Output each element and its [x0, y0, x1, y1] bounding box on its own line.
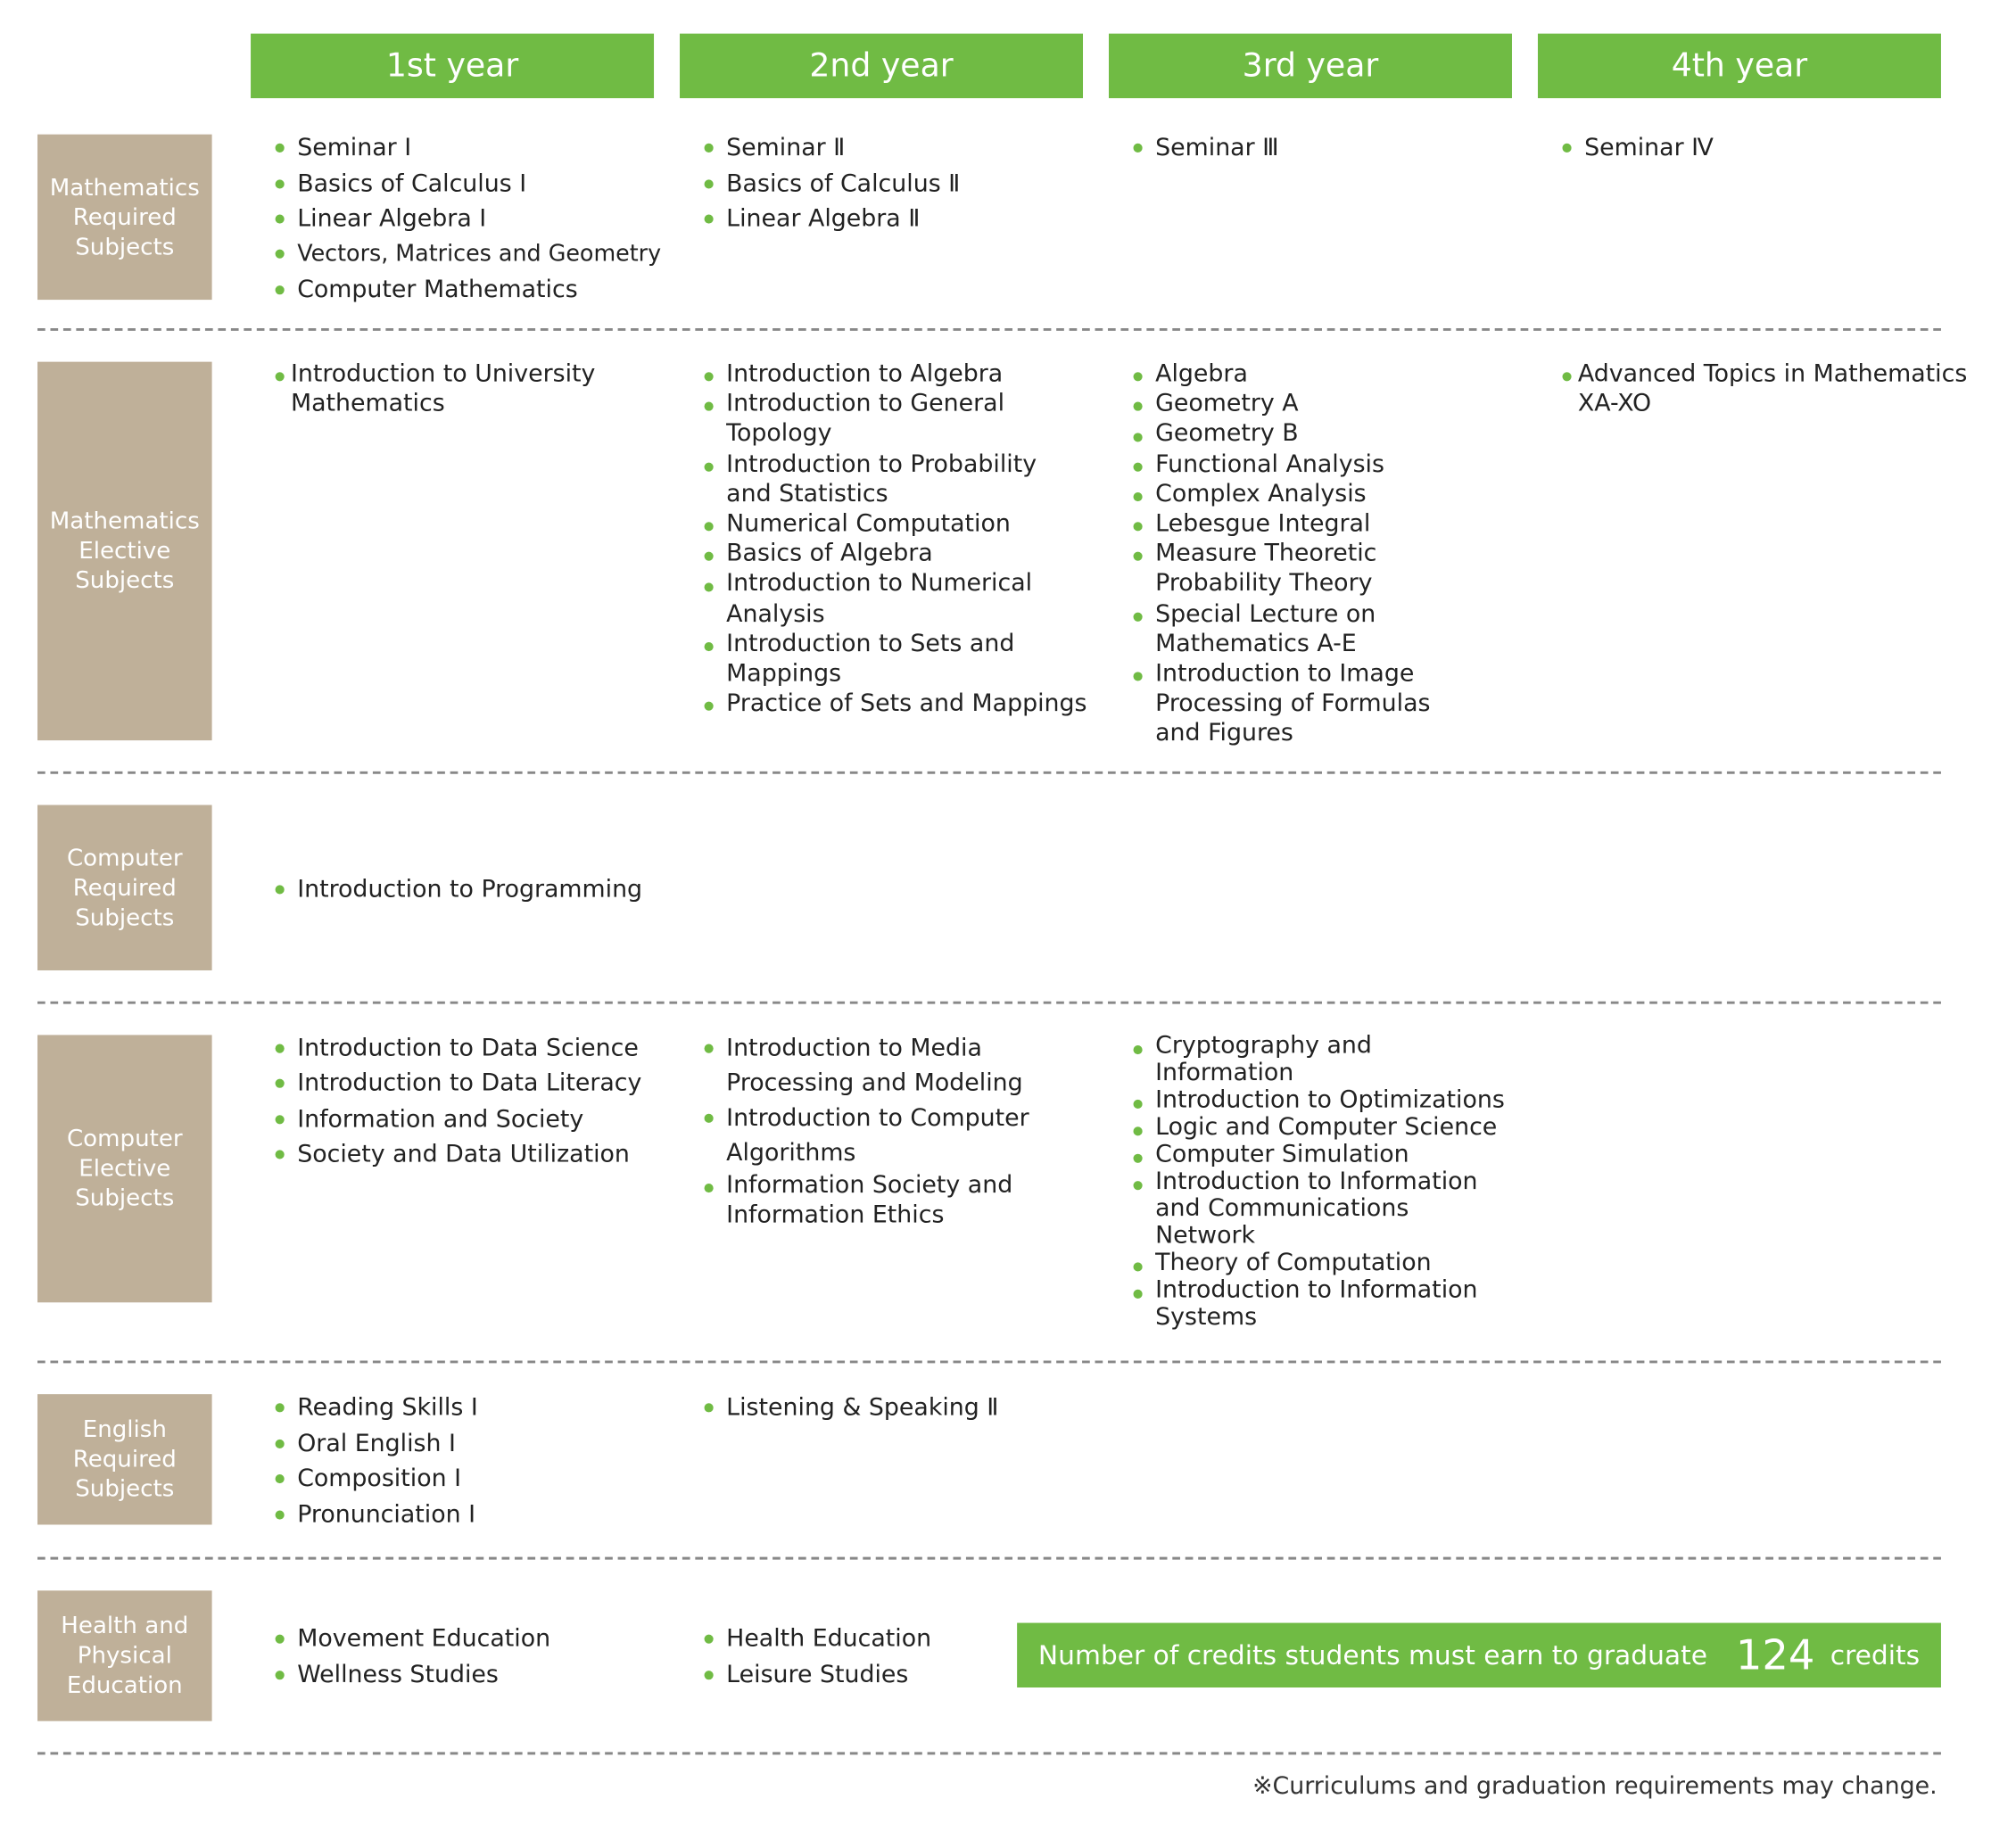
- course-item: Information Society and Information Ethics: [705, 1171, 1037, 1231]
- course-item: Basics of Calculus Ⅰ: [276, 166, 670, 202]
- course-item: Introduction to General Topology: [705, 389, 1018, 449]
- year-header-3: 3rd year: [1109, 34, 1512, 98]
- course-item: Seminar Ⅲ: [1134, 130, 1522, 166]
- course-item: Listening & Speaking Ⅱ: [705, 1390, 1093, 1426]
- credits-number: 124: [1735, 1630, 1815, 1680]
- course-item: Introduction to Data Literacy: [276, 1067, 670, 1102]
- cell-health-year1: [276, 1621, 670, 1693]
- course-item: Practice of Sets and Mappings: [705, 689, 1093, 719]
- course-item: Seminar Ⅱ: [705, 130, 1093, 166]
- course-item: Vectors, Matrices and Geometry: [276, 237, 670, 273]
- course-item: Seminar Ⅰ: [276, 130, 670, 166]
- course-item: Oral English Ⅰ: [276, 1426, 670, 1462]
- category-mathematics-elective: Mathematics Elective Subjects: [37, 362, 212, 740]
- course-item: Cryptography and Information: [1134, 1033, 1388, 1087]
- course-item: Functional Analysis: [1134, 450, 1522, 480]
- graduation-credits-banner: [1017, 1623, 1941, 1687]
- credits-unit: credits: [1830, 1639, 1921, 1671]
- category-mathematics-required: Mathematics Required Subjects: [37, 135, 212, 300]
- row-separator: [37, 1002, 1941, 1004]
- course-item: Information and Society: [276, 1102, 670, 1137]
- cell-math-required-year1: [276, 130, 670, 308]
- course-item: Society and Data Utilization: [276, 1137, 670, 1173]
- category-health-physical-education: Health and Physical Education: [37, 1590, 212, 1720]
- category-computer-elective: Computer Elective Subjects: [37, 1035, 212, 1302]
- course-item: Introduction to Computer Algorithms: [705, 1101, 1062, 1170]
- course-item: Introduction to Data Science: [276, 1031, 670, 1067]
- cell-english-required-year1: [276, 1390, 670, 1532]
- cell-math-required-year4: [1562, 130, 1950, 166]
- course-item: Introduction to Sets and Mappings: [705, 629, 1037, 689]
- credits-label: Number of credits students must earn to graduate: [1037, 1639, 1708, 1671]
- course-item: Lebesgue Integral: [1134, 509, 1522, 540]
- course-item: Geometry B: [1134, 419, 1522, 450]
- course-item: Computer Simulation: [1134, 1141, 1522, 1168]
- year-header-4: 4th year: [1538, 34, 1941, 98]
- course-item: Reading Skills Ⅰ: [276, 1390, 670, 1426]
- row-separator: [37, 1752, 1941, 1754]
- course-item: Health Education: [705, 1621, 1002, 1657]
- course-item: Computer Mathematics: [276, 273, 670, 309]
- course-item: Introduction to Information and Communications Network: [1134, 1168, 1505, 1250]
- course-item: Introduction to Algebra: [705, 359, 1093, 390]
- row-separator: [37, 1360, 1941, 1363]
- course-item: Advanced Topics in Mathematics XA-XO: [1562, 359, 2008, 419]
- cell-computer-elective-year2: [705, 1031, 1093, 1230]
- course-item: Introduction to University Mathematics: [276, 359, 664, 419]
- cell-math-required-year2: [705, 130, 1093, 237]
- course-item: Linear Algebra Ⅱ: [705, 202, 1093, 237]
- cell-english-required-year2: [705, 1390, 1093, 1426]
- cell-computer-elective-year1: [276, 1031, 670, 1172]
- course-item: Geometry A: [1134, 389, 1522, 419]
- course-item: Leisure Studies: [705, 1657, 1002, 1693]
- course-item: Logic and Computer Science: [1134, 1114, 1522, 1141]
- course-item: Measure Theoretic Probability Theory: [1134, 539, 1427, 598]
- cell-math-elective-year2: [705, 359, 1093, 719]
- course-item: Complex Analysis: [1134, 479, 1522, 509]
- course-item: Movement Education: [276, 1621, 670, 1657]
- cell-math-elective-year4: [1562, 359, 2008, 419]
- course-item: Numerical Computation: [705, 509, 1093, 540]
- category-computer-required: Computer Required Subjects: [37, 805, 212, 970]
- course-item: Special Lecture on Mathematics A-E: [1134, 599, 1401, 659]
- course-item: Composition Ⅰ: [276, 1461, 670, 1497]
- course-item: Basics of Algebra: [705, 539, 1093, 569]
- category-english-required: English Required Subjects: [37, 1394, 212, 1524]
- year-header-2: 2nd year: [680, 34, 1083, 98]
- course-item: Seminar Ⅳ: [1562, 130, 1950, 166]
- course-item: Theory of Computation: [1134, 1250, 1522, 1276]
- course-item: Pronunciation Ⅰ: [276, 1497, 670, 1532]
- cell-computer-required-year1: [276, 872, 670, 907]
- cell-math-elective-year1: [276, 359, 664, 419]
- year-header-1: 1st year: [251, 34, 654, 98]
- row-separator: [37, 328, 1941, 331]
- course-item: Introduction to Numerical Analysis: [705, 569, 1062, 629]
- course-item: Linear Algebra Ⅰ: [276, 202, 670, 237]
- course-item: Introduction to Programming: [276, 872, 670, 907]
- footnote: ※Curriculums and graduation requirements may change.: [1252, 1772, 1938, 1801]
- cell-math-elective-year3: [1134, 359, 1522, 749]
- row-separator: [37, 1557, 1941, 1560]
- course-item: Basics of Calculus Ⅱ: [705, 166, 1093, 202]
- cell-health-year2: [705, 1621, 1002, 1693]
- cell-computer-elective-year3: [1134, 1033, 1522, 1332]
- course-item: Introduction to Optimizations: [1134, 1086, 1522, 1113]
- course-item: Algebra: [1134, 359, 1522, 390]
- course-item: Wellness Studies: [276, 1657, 670, 1693]
- course-item: Introduction to Information Systems: [1134, 1276, 1505, 1331]
- row-separator: [37, 771, 1941, 774]
- course-item: Introduction to Media Processing and Modeling: [705, 1031, 1037, 1101]
- course-item: Introduction to Image Processing of Formulas and Figures: [1134, 659, 1466, 749]
- cell-math-required-year3: [1134, 130, 1522, 166]
- course-item: Introduction to Probability and Statistics: [705, 450, 1062, 509]
